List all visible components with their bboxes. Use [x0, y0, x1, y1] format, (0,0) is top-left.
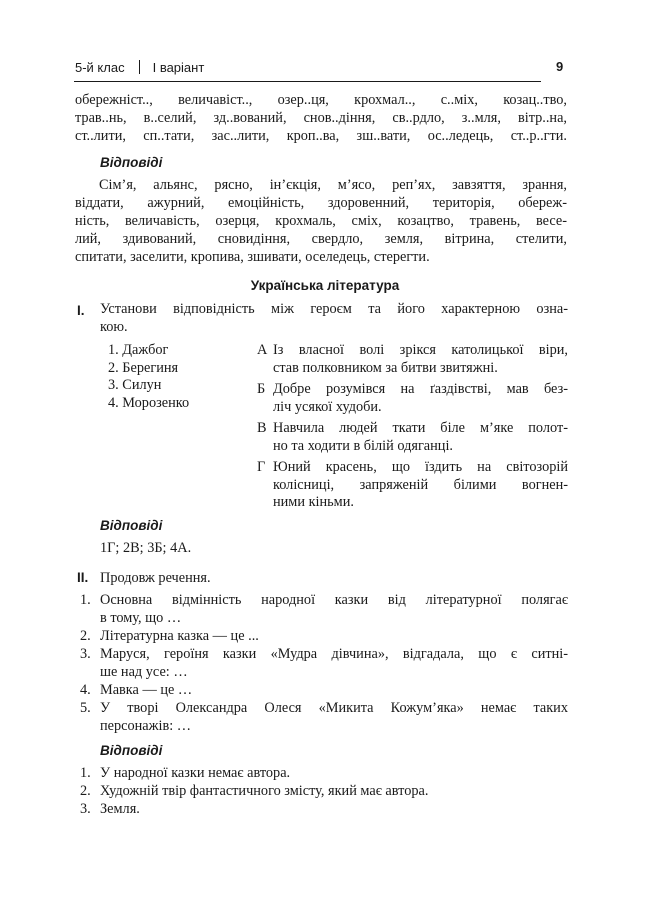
list-item	[80, 699, 568, 735]
list-item	[80, 681, 568, 699]
list-item	[80, 627, 568, 645]
text-line: колісниці, запряженій білими вогнен-	[273, 476, 568, 493]
list-item	[80, 800, 568, 818]
running-header	[75, 60, 204, 75]
trait-letter: А	[257, 342, 268, 358]
item-number: 5.	[80, 700, 91, 716]
hero-item: 2. Берегиня	[108, 359, 179, 376]
text-line: ними кіньми.	[273, 494, 354, 510]
text-line: ше над усе: …	[100, 664, 188, 680]
text-line: Художній твір фантастичного змісту, який має автора.	[100, 783, 429, 799]
hero-item: 4. Морозенко	[108, 394, 190, 411]
text-line: ст..лити, сп..тати, зас..лити, кроп..ва, зш..вати, ос..ледець, ст..р..гти.	[75, 128, 567, 144]
section-title: Українська література	[250, 278, 400, 293]
text-line: ліч усякої худоби.	[273, 398, 382, 415]
sentences-list	[80, 591, 568, 735]
text-line: Основна відмінність народної казки від літературної полягає	[100, 592, 568, 608]
item-number: 1.	[80, 765, 91, 781]
task-numeral: I.	[77, 303, 85, 318]
text-line: Мавка — це …	[100, 682, 193, 698]
trait-item	[257, 381, 568, 416]
text-line: Сім’я, альянс, рясно, ін’єкція, м’ясо, реп’ях, завзяття, зрання,	[99, 177, 567, 193]
text-line: в тому, що …	[100, 610, 182, 626]
grade-label: 5-й клас	[75, 60, 125, 75]
task-instruction: Продовж речення.	[100, 570, 211, 586]
item-number: 2.	[80, 783, 91, 799]
text-line: У творі Олександра Олеся «Микита Кожум’яка» немає таких	[100, 700, 568, 716]
task-instruction	[100, 300, 568, 336]
list-item	[80, 591, 568, 627]
page-number: 9	[556, 59, 564, 74]
text-line: кою.	[100, 319, 128, 335]
text-line: Навчила людей ткати біле м’яке полот-	[273, 420, 568, 436]
text-line: лий, здивований, сновидіння, свердло, земля, вітрина, стелити,	[75, 231, 567, 247]
task-numeral: II.	[77, 570, 89, 585]
text-line: трав..нь, в..селий, зд..вований, снов..діння, св..рдло, з..мля, вітр..на,	[75, 110, 567, 126]
answers-text	[75, 176, 567, 266]
text-line: Установи відповідність між героєм та його характерною озна-	[100, 301, 568, 317]
exercise-words	[75, 91, 567, 145]
item-number: 4.	[80, 682, 91, 698]
text-line: ність, величавість, озерця, крохмаль, сміх, козацтво, травень, весе-	[75, 213, 567, 229]
answers-heading: Відповіді	[100, 518, 163, 533]
text-line: персонажів: …	[100, 718, 192, 734]
text-line: віддати, ажурний, емоційність, здоровенний, територія, обереж-	[75, 195, 567, 211]
text-line: но та ходити в білій одяганці.	[273, 437, 454, 454]
variant-label: І варіант	[152, 60, 205, 75]
item-number: 3.	[80, 646, 91, 662]
item-number: 2.	[80, 628, 91, 644]
text-line: Маруся, героїня казки «Мудра дівчина», відгадала, що є ситні-	[100, 646, 568, 662]
trait-item	[257, 342, 568, 377]
list-item	[80, 645, 568, 681]
text-line: Із власної волі зрікся католицької віри,	[273, 342, 568, 358]
item-number: 3.	[80, 801, 91, 817]
list-item	[80, 764, 568, 782]
item-number: 1.	[80, 592, 91, 608]
text-line: Літературна казка — це ...	[100, 628, 259, 644]
hero-item: 1. Дажбог	[108, 342, 169, 358]
traits-list	[257, 342, 568, 516]
answers-heading: Відповіді	[100, 743, 163, 758]
trait-letter: Б	[257, 381, 266, 397]
answers-heading: Відповіді	[100, 155, 163, 170]
answers-list	[80, 764, 568, 818]
text-line: став полковником за битви звитяжні.	[273, 359, 498, 376]
header-divider	[139, 60, 140, 74]
text-line: обережніст.., величавіст.., озер..ця, крохмал.., с..міх, козац..тво,	[75, 92, 567, 108]
trait-item	[257, 420, 568, 455]
text-line: спитати, заселити, кропива, зшивати, оселедець, стерегти.	[75, 249, 430, 265]
text-line: У народної казки немає автора.	[100, 765, 291, 781]
header-rule	[74, 81, 541, 82]
heroes-list	[108, 342, 189, 412]
trait-letter: Г	[257, 459, 266, 475]
trait-item	[257, 459, 568, 512]
task-answer: 1Г; 2В; 3Б; 4А.	[100, 540, 192, 556]
hero-item: 3. Силун	[108, 377, 162, 393]
text-line: Земля.	[100, 801, 140, 817]
text-line: Юний красень, що їздить на світозорій	[273, 459, 568, 475]
text-line: Добре розумівся на ґаздівстві, мав без-	[273, 381, 568, 397]
trait-letter: В	[257, 420, 267, 436]
list-item	[80, 782, 568, 800]
